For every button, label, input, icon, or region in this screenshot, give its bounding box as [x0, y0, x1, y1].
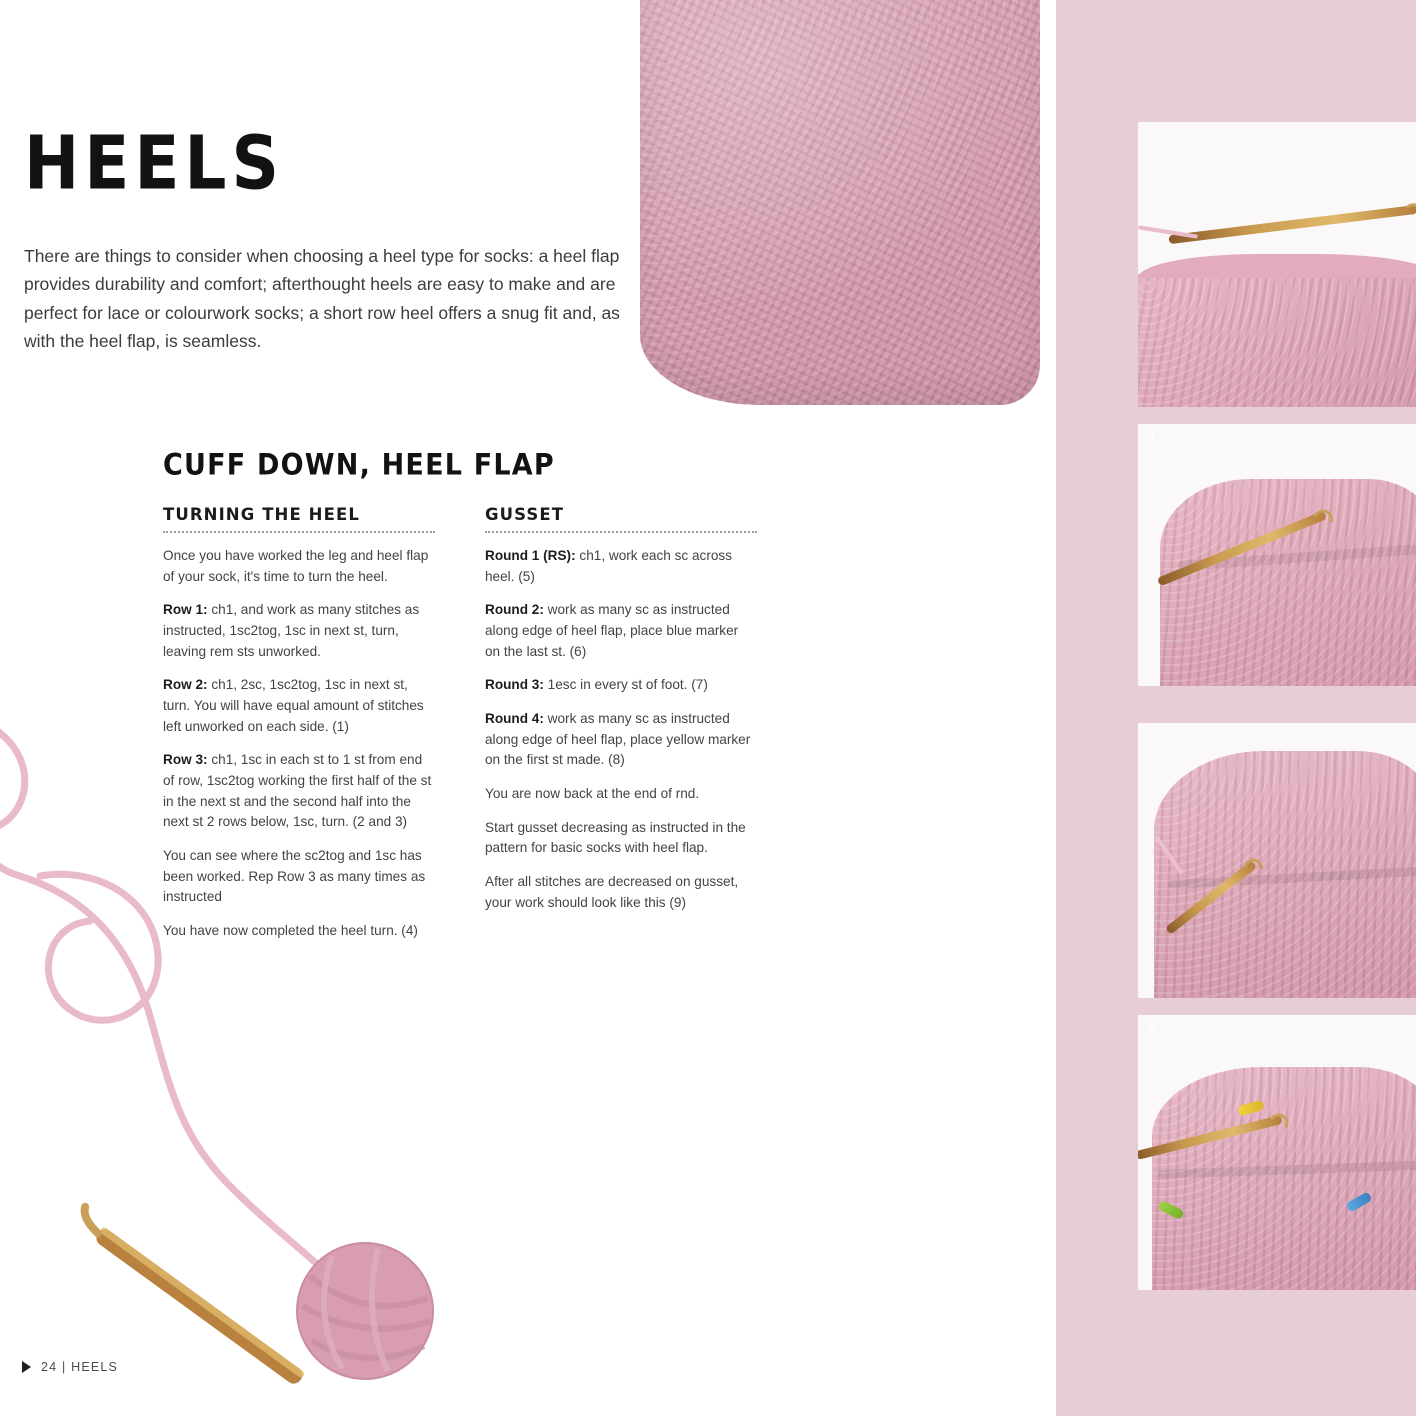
paragraph	[485, 546, 757, 587]
paragraph-text: Once you have worked the leg and heel flap of your sock, it's time to turn the heel.	[163, 548, 429, 584]
footer-label: 24 | HEELS	[41, 1360, 119, 1374]
yarn-illustration	[0, 716, 500, 1416]
paragraph-text: 1esc in every st of foot. (7)	[543, 677, 708, 693]
step-photo-4	[1138, 424, 1416, 686]
step-number: 8	[1148, 1022, 1156, 1037]
step-photo-8	[1138, 1015, 1416, 1290]
paragraph	[485, 784, 757, 805]
paragraph-lead: Row 2:	[163, 677, 208, 693]
step-number: 1	[1148, 129, 1156, 144]
paragraph	[485, 818, 757, 859]
step-photo-1	[1138, 122, 1416, 407]
page-footer	[22, 1360, 118, 1374]
paragraph-text: After all stitches are decreased on gusset, your work should look like this (9)	[485, 873, 739, 910]
hero-swatch-photo	[640, 0, 1040, 405]
page-title: HEELS	[24, 120, 284, 207]
sock-fabric	[1152, 1067, 1416, 1290]
paragraph	[485, 872, 757, 913]
yarn-loop-path	[40, 874, 158, 1020]
step-number: 4	[1148, 431, 1156, 446]
section-title: CUFF DOWN, HEEL FLAP	[163, 448, 555, 483]
paragraph-text: ch1, work each sc across heel. (5)	[485, 548, 733, 584]
paragraph-text: ch1, 1sc in each st to 1 st from end of row, 1sc2tog working the first half of the st in the next st and the second half into the next st 2 rows below, 1sc, turn. (2 and 3)	[163, 752, 432, 830]
column-gusset	[485, 505, 757, 955]
yarn-svg	[0, 716, 500, 1416]
paragraph-text: work as many sc as instructed along edge of heel flap, place yellow marker on the first st made. (8)	[485, 710, 751, 768]
paragraph	[485, 600, 757, 662]
paragraph-lead: Round 4:	[485, 710, 544, 726]
paragraph-text: You can see where the sc2tog and 1sc has been worked. Rep Row 3 as many times as instructed	[163, 847, 426, 905]
paragraph	[163, 546, 435, 587]
paragraph-text: ch1, and work as many stitches as instructed, 1sc2tog, 1sc in next st, turn, leaving rem sts unworked.	[163, 602, 420, 659]
paragraph-text: work as many sc as instructed along edge of heel flap, place blue marker on the last st. (6)	[485, 602, 739, 659]
paragraph-text: ch1, 2sc, 1sc2tog, 1sc in next st, turn. You will have equal amount of stitches left unworked on each side. (1)	[163, 677, 424, 734]
yarn-ball	[297, 1243, 433, 1379]
intro-paragraph: There are things to consider when choosing a heel type for socks: a heel flap provides durability and comfort; afterthought heels are easy to make and are perfect for lace or colourwork socks; a short row heel offers a snug fit and, as with the heel flap, is seamless.	[24, 246, 620, 352]
paragraph-lead: Round 1 (RS):	[485, 548, 576, 563]
triangle-icon	[22, 1361, 31, 1373]
column-heading: GUSSET	[485, 505, 757, 533]
swatch-fabric	[1138, 274, 1416, 407]
paragraph	[485, 675, 757, 696]
paragraph	[163, 600, 435, 662]
paragraph-text: You have now completed the heel turn. (4)	[163, 922, 418, 938]
paragraph-text: Start gusset decreasing as instructed in the pattern for basic socks with heel flap.	[485, 819, 746, 856]
paragraph-lead: Round 3:	[485, 677, 544, 693]
yarn-strand-path	[0, 726, 330, 1276]
paragraph-lead: Row 3:	[163, 752, 208, 768]
column-heading: TURNING THE HEEL	[163, 505, 435, 533]
paragraph-text: You are now back at the end of rnd.	[485, 785, 700, 801]
step-photo-7	[1138, 723, 1416, 998]
paragraph	[485, 709, 757, 771]
sock-fabric	[1160, 479, 1416, 686]
paragraph-lead: Round 2:	[485, 602, 544, 618]
step-number: 7	[1148, 730, 1156, 745]
paragraph-lead: Row 1:	[163, 602, 208, 618]
